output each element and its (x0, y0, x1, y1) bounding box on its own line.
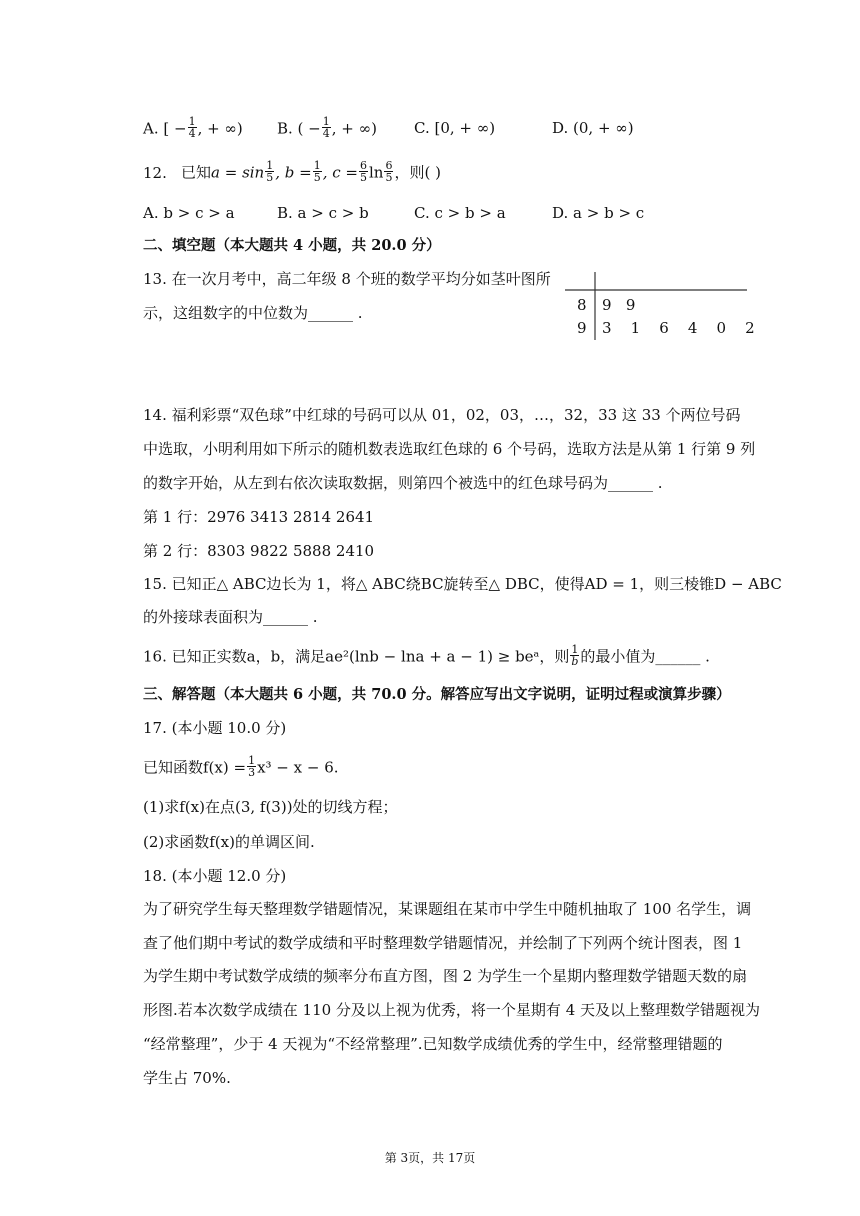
q12-option-a: A. b > c > a (143, 204, 235, 222)
leaves-8: 9 9 (602, 296, 636, 314)
q16-stem: 16. 已知正实数a，b，满足ae²(lnb − lna + a − 1) ≥ beᵃ，则 $\frac{1}{b}$ 的最小值为______ . (143, 643, 710, 668)
q11-option-d: D. (0, + ∞) (552, 119, 634, 137)
q18-text-line: 形图.若本次数学成绩在 110 分及以上视为优秀，将一个星期有 4 天及以上整理数学错题视为 (143, 1001, 761, 1019)
q12-option-b: B. a > c > b (277, 204, 369, 222)
section-heading-solutions: 三、解答题（本大题共 6 小题，共 70.0 分。解答应写出文字说明，证明过程或演算步骤） (143, 686, 731, 703)
q11-option-b: B. ( − $\frac{1}{4}$ , + ∞) (277, 115, 377, 140)
stem-9: 9 (577, 319, 587, 337)
leaves-9: 3 1 6 4 0 2 (602, 319, 755, 337)
q17-part-1: (1)求f(x)在点(3, f(3))处的切线方程； (143, 798, 398, 816)
q12-option-d: D. a > b > c (552, 204, 645, 222)
q18-text-line: 为学生期中考试数学成绩的频率分布直方图，图 2 为学生一个星期内整理数学错题天数的扇 (143, 967, 748, 985)
q18-text-line: “经常整理”，少于 4 天视为“不经常整理”.已知数学成绩优秀的学生中，经常整理错题的 (143, 1035, 723, 1053)
q14-line-2: 中选取，小明利用如下所示的随机数表选取红色球的 6 个号码，选取方法是从第 1 行第 9 列 (143, 440, 756, 458)
q14-row-2: 第 2 行：8303 9822 5888 2410 (143, 542, 375, 560)
q14-row-1: 第 1 行：2976 3413 2814 2641 (143, 508, 375, 526)
q14-line-3: 的数字开始，从左到右依次读取数据，则第四个被选中的红色球号码为______ . (143, 474, 663, 492)
q14-line-1: 14. 福利彩票“双色球”中红球的号码可以从 01，02，03，…，32，33 这 33 个两位号码 (143, 406, 741, 424)
q17-head: 17. (本小题 10.0 分) (143, 719, 287, 737)
q17-function: 已知函数f(x) = $\frac{1}{3}$ x³ − x − 6. (143, 754, 339, 779)
q13-line-1: 13. 在一次月考中，高二年级 8 个班的数学平均分如茎叶图所 (143, 270, 551, 288)
q18-text-line: 学生占 70%. (143, 1069, 231, 1087)
q12-stem: 12. 已知a = sin $\frac{1}{5}$ , b = $\frac{1}{5}$ , c = $\frac{6}{5}$ ln $\frac{6}{5}$ ，则( ) (143, 159, 441, 184)
q13-line-2: 示，这组数字的中位数为______ . (143, 304, 363, 322)
q18-text-line: 查了他们期中考试的数学成绩和平时整理数学错题情况，并绘制了下列两个统计图表，图 1 (143, 934, 743, 952)
q18-head: 18. (本小题 12.0 分) (143, 867, 287, 885)
q11-option-a: A. [ − $\frac{1}{4}$ , + ∞) (143, 115, 243, 140)
q12-option-c: C. c > b > a (414, 204, 506, 222)
page-footer: 第 3页，共 17页 (384, 1151, 476, 1165)
q17-part-2: (2)求函数f(x)的单调区间. (143, 833, 315, 851)
stem-leaf-plot (565, 272, 755, 342)
section-heading-fill-in: 二、填空题（本大题共 4 小题，共 20.0 分） (143, 237, 441, 254)
stem-8: 8 (577, 296, 587, 314)
q18-text-line: 为了研究学生每天整理数学错题情况，某课题组在某市中学生中随机抽取了 100 名学生，调 (143, 900, 752, 918)
q11-option-c: C. [0, + ∞) (414, 119, 496, 137)
q15-line-2: 的外接球表面积为______ . (143, 608, 318, 626)
q15-line-1: 15. 已知正△ ABC边长为 1，将△ ABC绕BC旋转至△ DBC，使得AD = 1，则三棱锥D − ABC (143, 575, 782, 593)
